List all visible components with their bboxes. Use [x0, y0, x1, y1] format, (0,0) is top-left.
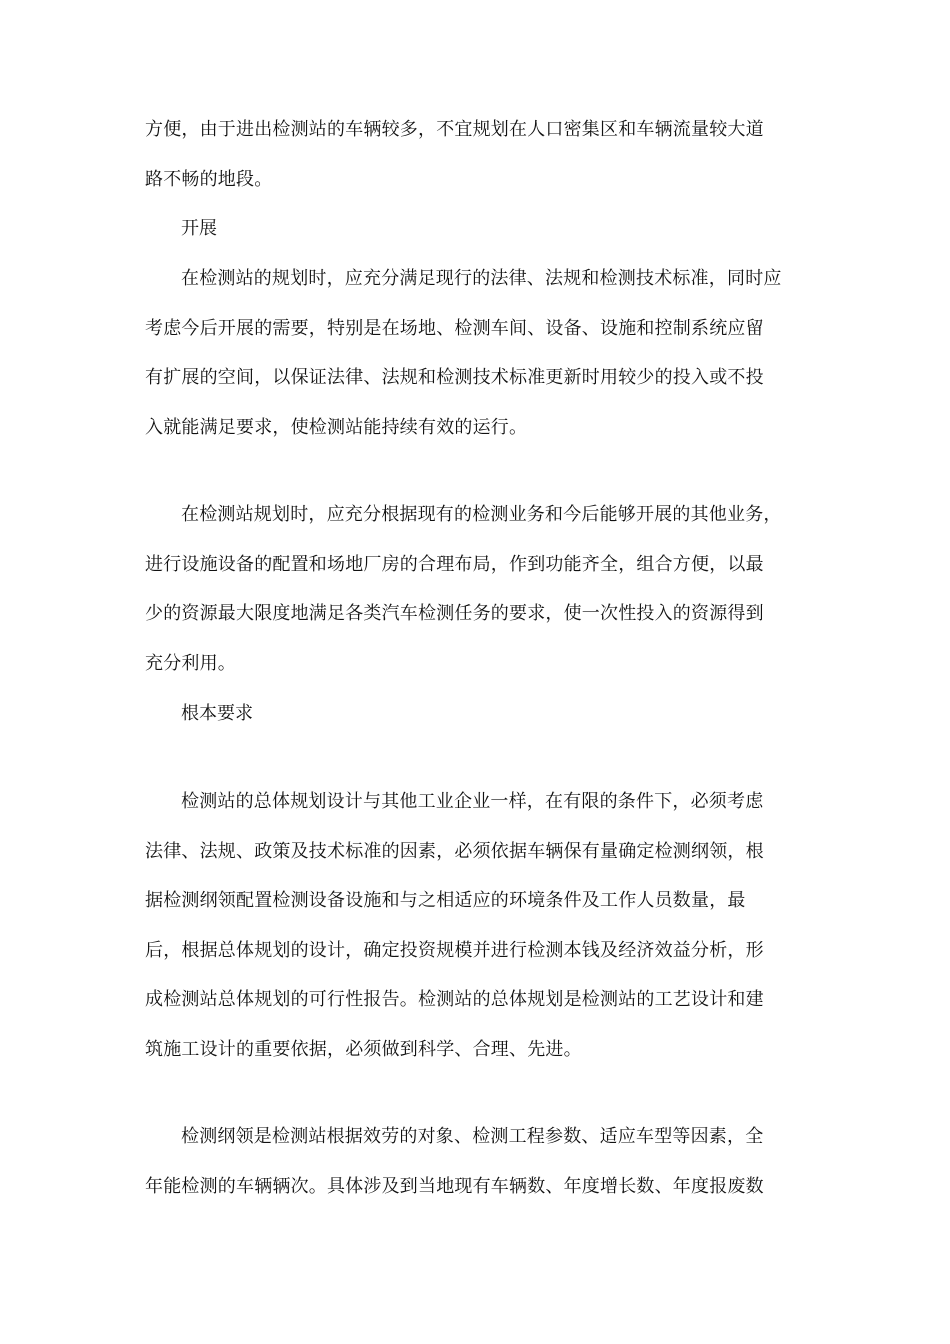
section-heading-development: 开展: [181, 218, 217, 239]
paragraph-line: 进行设施设备的配置和场地厂房的合理布局，作到功能齐全，组合方便，以最: [145, 553, 764, 575]
section-heading-basic-requirements: 根本要求: [181, 703, 253, 724]
paragraph-2: [145, 254, 797, 452]
paragraph-line: 有扩展的空间，以保证法律、法规和检测技术标准更新时用较少的投入或不投: [145, 367, 764, 388]
paragraph-line: 在检测站规划时，应充分根据现有的检测业务和今后能够开展的其他业务，: [181, 504, 782, 525]
paragraph-line: 据检测纲领配置检测设备设施和与之相适应的环境条件及工作人员数量，最: [145, 890, 746, 911]
paragraph-line: 入就能满足要求，使检测站能持续有效的运行。: [145, 416, 528, 438]
paragraph-1: [145, 105, 797, 204]
paragraph-line: 检测站的总体规划设计与其他工业企业一样，在有限的条件下，必须考虑: [181, 791, 764, 812]
paragraph-line: 路不畅的地段。: [145, 168, 273, 190]
paragraph-line: 年能检测的车辆辆次。具体涉及到当地现有车辆数、年度增长数、年度报废数: [145, 1175, 764, 1197]
paragraph-line: 成检测站总体规划的可行性报告。检测站的总体规划是检测站的工艺设计和建: [145, 989, 764, 1010]
paragraph-line: 检测纲领是检测站根据效劳的对象、检测工程参数、适应车型等因素，全: [181, 1126, 764, 1147]
paragraph-line: 方便，由于进出检测站的车辆较多，不宜规划在人口密集区和车辆流量较大道: [145, 119, 764, 140]
paragraph-line: 少的资源最大限度地满足各类汽车检测任务的要求，使一次性投入的资源得到: [145, 603, 764, 624]
paragraph-5: [145, 1112, 797, 1211]
paragraph-line: 后，根据总体规划的设计，确定投资规模并进行检测本钱及经济效益分析，形: [145, 939, 764, 961]
paragraph-3: [145, 490, 797, 688]
paragraph-line: 考虑今后开展的需要，特别是在场地、检测车间、设备、设施和控制系统应留: [145, 317, 764, 339]
paragraph-line: 法律、法规、政策及技术标准的因素，必须依据车辆保有量确定检测纲领，根: [145, 840, 764, 862]
paragraph-line: 在检测站的规划时，应充分满足现行的法律、法规和检测技术标准，同时应: [181, 268, 782, 289]
paragraph-line: 充分利用。: [145, 652, 236, 674]
paragraph-line: 筑施工设计的重要依据，必须做到科学、合理、先进。: [145, 1038, 582, 1060]
paragraph-4: [145, 777, 797, 1074]
